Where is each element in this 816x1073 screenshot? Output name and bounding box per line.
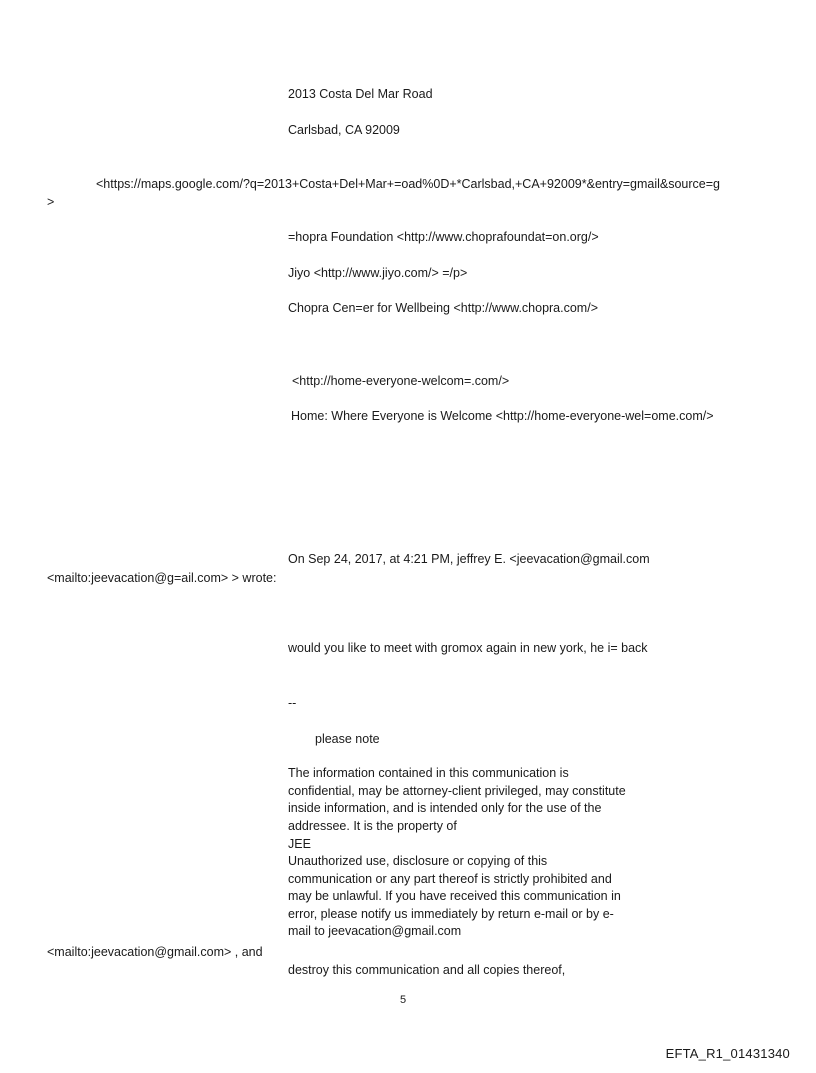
page-number: 5 — [400, 994, 407, 1006]
signature-separator: -- — [288, 696, 297, 710]
address-street: 2013 Costa Del Mar Road — [288, 87, 433, 101]
foundation-link[interactable]: =hopra Foundation <http://www.choprafoundat=on.org/> — [288, 230, 599, 244]
mailto-line[interactable]: <mailto:jeevacation@gmail.com> , and — [47, 945, 263, 959]
home-url-link[interactable]: <http://home-everyone-welcom=.com/> — [292, 374, 510, 388]
note-heading: please note — [315, 732, 380, 746]
disclaimer-paragraph-1: The information contained in this communication is confidential, may be attorney-client privileged, may constitute inside information, and is intended only for the use of the addressee. It is the property of — [288, 766, 626, 833]
chopra-center-link[interactable]: Chopra Cen=er for Wellbeing <http://www.chopra.com/> — [288, 301, 598, 315]
destroy-line: destroy this communication and all copies thereof, — [288, 963, 566, 977]
document-id: EFTA_R1_01431340 — [665, 1046, 790, 1061]
jiyo-link[interactable]: Jiyo <http://www.jiyo.com/> =/p> — [288, 266, 468, 280]
reply-header-line2[interactable]: <mailto:jeevacation@g=ail.com> > wrote: — [47, 571, 277, 585]
maps-link[interactable]: <https://maps.google.com/?q=2013+Costa+Del+Mar+=oad%0D+*Carlsbad,+CA+92009*&entry=gmail&source=g — [96, 177, 721, 191]
message-text: would you like to meet with gromox again in new york, he i= back — [288, 641, 648, 655]
maps-link-end: > — [47, 195, 55, 209]
disclaimer-jee: JEE — [288, 837, 311, 851]
address-city: Carlsbad, CA 92009 — [288, 123, 400, 137]
disclaimer-paragraph-2: Unauthorized use, disclosure or copying of this communication or any part thereof is strictly prohibited and may be unlawful. If you have received this communication in error, please notify us immediately by return e-mail or by e-mail to jeevacation@gmail.com — [288, 854, 621, 938]
reply-header-line1: On Sep 24, 2017, at 4:21 PM, jeffrey E. <jeevacation@gmail.com — [288, 552, 650, 566]
home-title-link[interactable]: Home: Where Everyone is Welcome <http://home-everyone-wel=ome.com/> — [291, 409, 714, 423]
